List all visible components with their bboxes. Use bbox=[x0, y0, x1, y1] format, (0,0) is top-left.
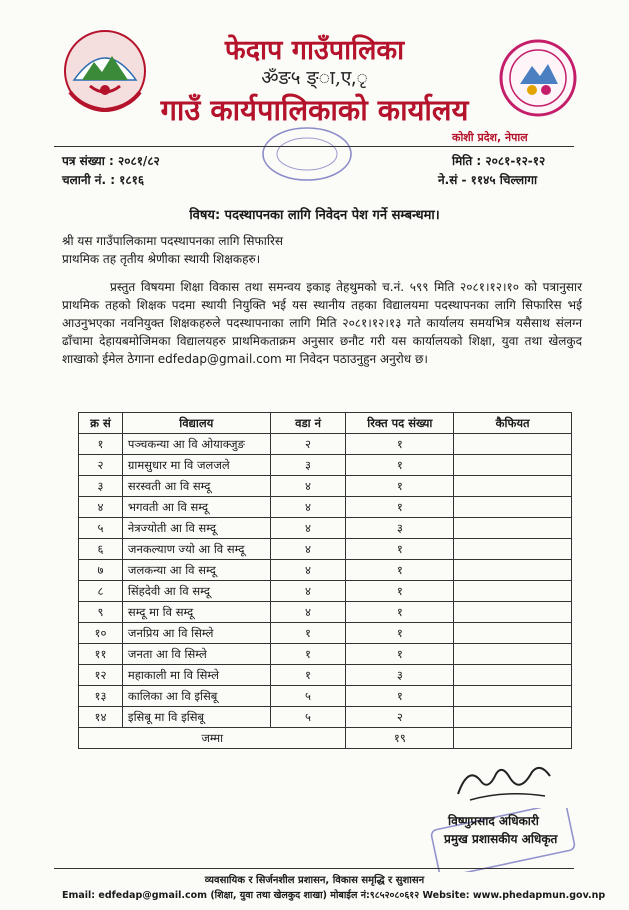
remarks-cell bbox=[454, 518, 572, 539]
ward-cell: ४ bbox=[270, 602, 346, 623]
remarks-cell bbox=[454, 497, 572, 518]
school-cell: पञ्चकन्या आ वि ओयाक्जुङ bbox=[122, 434, 270, 455]
vacancy-cell: १ bbox=[346, 644, 454, 665]
ward-cell: ४ bbox=[270, 518, 346, 539]
remarks-cell bbox=[454, 707, 572, 728]
school-cell: जनप्रिय आ वि सिम्ले bbox=[122, 623, 270, 644]
remarks-cell bbox=[454, 455, 572, 476]
addressee-line-2: प्राथमिक तह तृतीय श्रेणीका स्थायी शिक्षकहरु। bbox=[62, 252, 261, 266]
header-divider bbox=[54, 146, 574, 147]
table-row bbox=[79, 434, 572, 455]
signatory-designation: प्रमुख प्रशासकीय अधिकृत bbox=[444, 832, 558, 846]
remarks-cell bbox=[454, 665, 572, 686]
col-header-vacancy: रिक्त पद संख्या bbox=[346, 413, 454, 434]
serial-cell: ८ bbox=[79, 581, 123, 602]
school-cell: नेत्रज्योती आ वि सम्दू bbox=[122, 518, 270, 539]
school-cell: सरस्वती आ वि सम्दू bbox=[122, 476, 270, 497]
municipality-name: फेदाप गाउँपालिका bbox=[224, 35, 405, 66]
vacancy-cell: १ bbox=[346, 539, 454, 560]
vacancy-cell: १ bbox=[346, 455, 454, 476]
letter-subject: विषय: पदस्थापनका लागि निवेदन पेश गर्ने सम्बन्धमा। bbox=[189, 208, 440, 223]
vacancy-cell: १ bbox=[346, 686, 454, 707]
school-cell: सिंहदेवी आ वि सम्दू bbox=[122, 581, 270, 602]
ward-cell: ३ bbox=[270, 455, 346, 476]
remarks-cell bbox=[454, 539, 572, 560]
serial-cell: ३ bbox=[79, 476, 123, 497]
vacancy-cell: २ bbox=[346, 707, 454, 728]
vacancy-cell: १ bbox=[346, 497, 454, 518]
footer-contact: Email: edfedap@gmail.com (शिक्षा, युवा तथा खेलकुद शाखा) मोबाईल नं:९८५२०८०६१२ Website: www.phedapmun.gov.np bbox=[62, 890, 606, 901]
school-cell: ग्रामसुधार मा वि जलजले bbox=[122, 455, 270, 476]
col-header-school: विद्यालय bbox=[122, 413, 270, 434]
total-remarks bbox=[454, 728, 572, 749]
vacancy-table bbox=[78, 412, 572, 749]
serial-cell: ६ bbox=[79, 539, 123, 560]
school-cell: इसिबू मा वि इसिबू bbox=[122, 707, 270, 728]
vacancy-cell: ३ bbox=[346, 518, 454, 539]
table-row bbox=[79, 518, 572, 539]
serial-cell: १३ bbox=[79, 686, 123, 707]
serial-cell: ४ bbox=[79, 497, 123, 518]
ward-cell: २ bbox=[270, 434, 346, 455]
ward-cell: १ bbox=[270, 644, 346, 665]
serial-cell: ५ bbox=[79, 518, 123, 539]
office-name: गाउँ कार्यपालिकाको कार्यालय bbox=[160, 93, 469, 127]
serial-cell: १ bbox=[79, 434, 123, 455]
serial-cell: ७ bbox=[79, 560, 123, 581]
vacancy-cell: ३ bbox=[346, 665, 454, 686]
vacancy-cell: १ bbox=[346, 602, 454, 623]
remarks-cell bbox=[454, 476, 572, 497]
footer-motto: व्यवसायिक र सिर्जनशील प्रशासन, विकास समृद्धि र सुशासन bbox=[204, 875, 425, 886]
school-cell: महाकाली मा वि सिम्ले bbox=[122, 665, 270, 686]
ward-cell: १ bbox=[270, 665, 346, 686]
vacancy-cell: १ bbox=[346, 560, 454, 581]
body-paragraph: प्रस्तुत विषयमा शिक्षा विकास तथा समन्वय इकाइ तेहथुमको च.नं. ५९९ मिति २०८१।१२।१० को पत्रानुसार प्राथमिक तहको शिक्षक पदमा स्थायी नियुक्ति भई यस स्थानीय तहका विद्यालयमा पदस्थापनका लागि सिफारिस भई आउनुभएका नवनियुक्त शिक्षकहरुले पदस्थापनाका लागि मिति २०८१।१२।१३ गते कार्यालय समयभित्र यसैसाथ संलग्न ढाँचामा देहायबमोजिमका विद्यालयहरु प्राथमिकताक्रम अनुसार छनौट गरी यस कार्यालयको शिक्षा, युवा तथा खेलकुद शाखाको ईमेल ठेगाना edfedap@gmail.com मा निवेदन पठाउनुहुन अनुरोध छ। bbox=[62, 280, 582, 366]
remarks-cell bbox=[454, 644, 572, 665]
ward-cell: ४ bbox=[270, 581, 346, 602]
table-row bbox=[79, 539, 572, 560]
addressee-line-1: श्री यस गाउँपालिकामा पदस्थापनका लागि सिफारिस bbox=[62, 234, 283, 248]
ward-cell: ५ bbox=[270, 686, 346, 707]
vacancy-cell: १ bbox=[346, 476, 454, 497]
total-value: १९ bbox=[346, 728, 454, 749]
vacancy-cell: १ bbox=[346, 581, 454, 602]
ward-cell: ४ bbox=[270, 560, 346, 581]
table-row bbox=[79, 476, 572, 497]
vacancy-cell: १ bbox=[346, 434, 454, 455]
col-header-ward: वडा नं bbox=[270, 413, 346, 434]
school-cell: जलकन्या आ वि सम्दू bbox=[122, 560, 270, 581]
table-row bbox=[79, 560, 572, 581]
col-header-remarks: कैफियत bbox=[454, 413, 572, 434]
table-row bbox=[79, 455, 572, 476]
remarks-cell bbox=[454, 581, 572, 602]
serial-cell: १४ bbox=[79, 707, 123, 728]
table-row bbox=[79, 686, 572, 707]
signatory-name: विष्णुप्रसाद अधिकारी bbox=[448, 814, 539, 828]
table-row bbox=[79, 623, 572, 644]
ward-cell: ४ bbox=[270, 497, 346, 518]
ward-cell: १ bbox=[270, 623, 346, 644]
school-cell: जनता आ वि सिम्ले bbox=[122, 644, 270, 665]
serial-cell: २ bbox=[79, 455, 123, 476]
table-row bbox=[79, 665, 572, 686]
office-stamp-top bbox=[252, 124, 362, 184]
footer-divider bbox=[54, 868, 574, 869]
serial-cell: १० bbox=[79, 623, 123, 644]
table-header-row bbox=[79, 413, 572, 434]
vacancy-cell: १ bbox=[346, 623, 454, 644]
table-total-row bbox=[79, 728, 572, 749]
col-header-serial: क्र सं bbox=[79, 413, 123, 434]
dispatch-number: चलानी नं. : १८१६ bbox=[62, 173, 145, 187]
school-cell: सम्दू मा वि सम्दू bbox=[122, 602, 270, 623]
serial-cell: ११ bbox=[79, 644, 123, 665]
table-row bbox=[79, 497, 572, 518]
table-row bbox=[79, 602, 572, 623]
school-cell: भगवती आ वि सम्दू bbox=[122, 497, 270, 518]
serial-cell: ९ bbox=[79, 602, 123, 623]
table-row bbox=[79, 581, 572, 602]
total-label: जम्मा bbox=[79, 728, 346, 749]
letter-number: पत्र संख्या : २०८१/८२ bbox=[62, 154, 160, 168]
table-row bbox=[79, 644, 572, 665]
school-cell: जनकल्याण ज्यो आ वि सम्दू bbox=[122, 539, 270, 560]
ward-cell: ५ bbox=[270, 707, 346, 728]
remarks-cell bbox=[454, 434, 572, 455]
table-row bbox=[79, 707, 572, 728]
nepal-sambat-date: ने.सं - ११४५ चिल्लागा bbox=[438, 173, 538, 187]
signature-scribble bbox=[450, 760, 560, 805]
municipality-name-local-script: ॐङ५ ङ्ा,ए,ृ bbox=[261, 67, 368, 89]
school-cell: कालिका आ वि इसिबू bbox=[122, 686, 270, 707]
ward-cell: ४ bbox=[270, 476, 346, 497]
remarks-cell bbox=[454, 602, 572, 623]
serial-cell: १२ bbox=[79, 665, 123, 686]
ward-cell: ४ bbox=[270, 539, 346, 560]
letter-date: मिति : २०८१-१२-१२ bbox=[452, 154, 546, 168]
remarks-cell bbox=[454, 560, 572, 581]
province-label: कोशी प्रदेश, नेपाल bbox=[452, 131, 528, 144]
remarks-cell bbox=[454, 623, 572, 644]
remarks-cell bbox=[454, 686, 572, 707]
